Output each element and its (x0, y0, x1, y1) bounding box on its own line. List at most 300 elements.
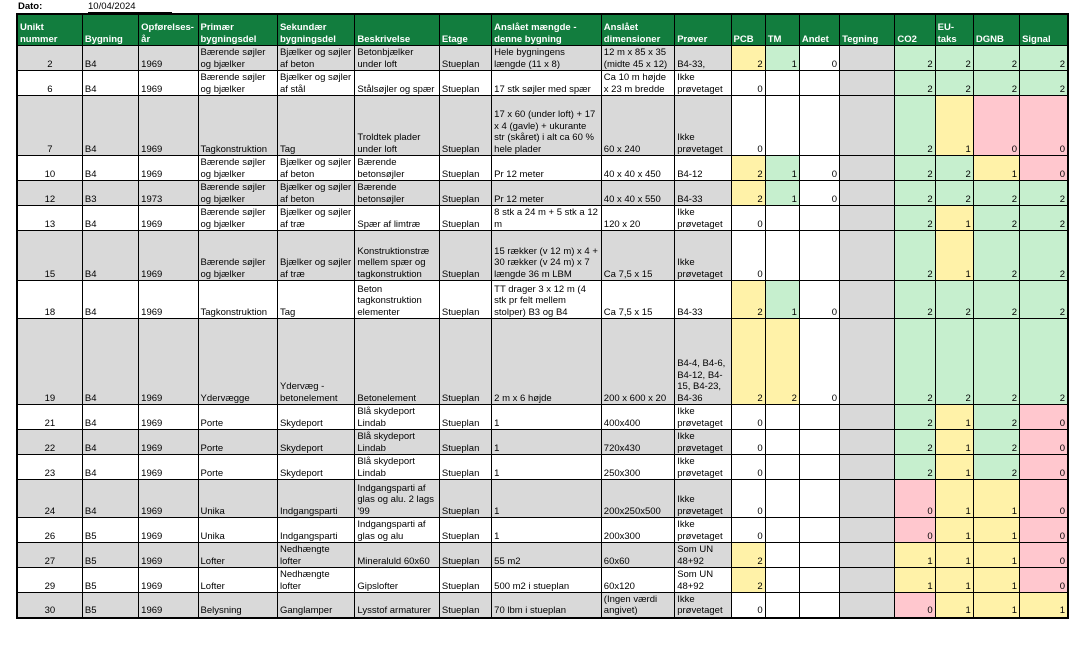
cell-pcb[interactable]: 0 (731, 206, 765, 231)
cell-pcb[interactable]: 2 (731, 543, 765, 568)
cell-etage[interactable]: Stueplan (439, 543, 491, 568)
cell-beskrivelse[interactable]: Stålsøjler og spær (355, 71, 439, 96)
cell-tegning[interactable] (840, 46, 895, 71)
cell-dimensioner[interactable]: 12 m x 85 x 35 (midte 45 x 12) (601, 46, 674, 71)
cell-eu-taks[interactable]: 1 (935, 543, 973, 568)
cell-etage[interactable]: Stueplan (439, 593, 491, 618)
cell-primaer[interactable]: Porte (198, 405, 277, 430)
cell-tegning[interactable] (840, 593, 895, 618)
cell-sekundaer[interactable]: Nedhængte lofter (277, 543, 354, 568)
cell-tm[interactable] (765, 231, 799, 281)
cell-eu-taks[interactable]: 1 (935, 430, 973, 455)
cell-sekundaer[interactable]: Indgangsparti (277, 480, 354, 518)
cell-opfoerelsesaar[interactable]: 1969 (139, 96, 198, 156)
cell-signal[interactable]: 0 (1020, 568, 1068, 593)
cell-pcb[interactable]: 0 (731, 430, 765, 455)
col-header-tegning[interactable]: Tegning (840, 14, 895, 46)
cell-bygning[interactable]: B4 (82, 405, 138, 430)
col-header-maengde[interactable]: Anslået mængde - denne bygning (492, 14, 602, 46)
cell-maengde[interactable]: 8 stk a 24 m + 5 stk a 12 m (492, 206, 602, 231)
cell-andet[interactable] (799, 543, 839, 568)
cell-andet[interactable] (799, 405, 839, 430)
cell-dgnb[interactable]: 1 (973, 568, 1019, 593)
cell-beskrivelse[interactable]: Blå skydeport Lindab (355, 405, 439, 430)
cell-maengde[interactable]: 15 rækker (v 12 m) x 4 + 30 rækker (v 24 m) x 7 længde 36 m LBM (492, 231, 602, 281)
cell-andet[interactable]: 0 (799, 281, 839, 319)
cell-co2[interactable]: 0 (895, 480, 935, 518)
cell-primaer[interactable]: Porte (198, 455, 277, 480)
cell-beskrivelse[interactable]: Blå skydeport Lindab (355, 455, 439, 480)
cell-primaer[interactable]: Belysning (198, 593, 277, 618)
cell-eu-taks[interactable]: 1 (935, 231, 973, 281)
cell-dimensioner[interactable]: 400x400 (601, 405, 674, 430)
cell-co2[interactable]: 2 (895, 156, 935, 181)
cell-etage[interactable]: Stueplan (439, 319, 491, 405)
cell-primaer[interactable]: Bærende søjler og bjælker (198, 46, 277, 71)
cell-tm[interactable] (765, 518, 799, 543)
cell-primaer[interactable]: Tagkonstruktion (198, 281, 277, 319)
cell-beskrivelse[interactable]: Spær af limtræ (355, 206, 439, 231)
cell-unikt-nummer[interactable]: 23 (17, 455, 82, 480)
cell-etage[interactable]: Stueplan (439, 430, 491, 455)
cell-beskrivelse[interactable]: Troldtek plader under loft (355, 96, 439, 156)
cell-eu-taks[interactable]: 1 (935, 480, 973, 518)
cell-andet[interactable]: 0 (799, 46, 839, 71)
cell-co2[interactable]: 2 (895, 455, 935, 480)
cell-sekundaer[interactable]: Bjælker og søjler af træ (277, 206, 354, 231)
cell-opfoerelsesaar[interactable]: 1969 (139, 518, 198, 543)
cell-tm[interactable]: 1 (765, 281, 799, 319)
cell-dgnb[interactable]: 1 (973, 518, 1019, 543)
cell-dgnb[interactable]: 2 (973, 405, 1019, 430)
cell-tm[interactable] (765, 568, 799, 593)
cell-maengde[interactable]: 1 (492, 480, 602, 518)
cell-maengde[interactable]: TT drager 3 x 12 m (4 stk pr felt mellem stolper) B3 og B4 (492, 281, 602, 319)
cell-dgnb[interactable]: 2 (973, 455, 1019, 480)
cell-sekundaer[interactable]: Bjælker og søjler af træ (277, 231, 354, 281)
cell-dgnb[interactable]: 2 (973, 430, 1019, 455)
cell-tegning[interactable] (840, 430, 895, 455)
cell-co2[interactable]: 2 (895, 231, 935, 281)
cell-sekundaer[interactable]: Skydeport (277, 455, 354, 480)
col-header-bygning[interactable]: Bygning (82, 14, 138, 46)
cell-co2[interactable]: 0 (895, 593, 935, 618)
col-header-andet[interactable]: Andet (799, 14, 839, 46)
cell-etage[interactable]: Stueplan (439, 405, 491, 430)
cell-pcb[interactable]: 0 (731, 71, 765, 96)
cell-proever[interactable]: Ikke prøvetaget (675, 231, 731, 281)
col-header-co2[interactable]: CO2 (895, 14, 935, 46)
cell-beskrivelse[interactable]: Lysstof armaturer (355, 593, 439, 618)
cell-proever[interactable]: Ikke prøvetaget (675, 405, 731, 430)
cell-tegning[interactable] (840, 480, 895, 518)
cell-dimensioner[interactable]: Ca 7,5 x 15 (601, 231, 674, 281)
cell-dgnb[interactable]: 2 (973, 319, 1019, 405)
col-header-unikt-nummer[interactable]: Unikt nummer (17, 14, 82, 46)
cell-proever[interactable]: B4-4, B4-6, B4-12, B4-15, B4-23, B4-36 (675, 319, 731, 405)
cell-pcb[interactable]: 2 (731, 181, 765, 206)
cell-signal[interactable]: 0 (1020, 455, 1068, 480)
cell-primaer[interactable]: Ydervægge (198, 319, 277, 405)
cell-signal[interactable]: 2 (1020, 46, 1068, 71)
cell-tm[interactable] (765, 405, 799, 430)
col-header-eu-taks[interactable]: EU-taks (935, 14, 973, 46)
cell-pcb[interactable]: 0 (731, 405, 765, 430)
cell-signal[interactable]: 0 (1020, 430, 1068, 455)
cell-opfoerelsesaar[interactable]: 1969 (139, 71, 198, 96)
cell-dgnb[interactable]: 1 (973, 593, 1019, 618)
cell-proever[interactable]: Ikke prøvetaget (675, 206, 731, 231)
cell-primaer[interactable]: Bærende søjler og bjælker (198, 206, 277, 231)
cell-bygning[interactable]: B4 (82, 430, 138, 455)
cell-etage[interactable]: Stueplan (439, 156, 491, 181)
col-header-dimensioner[interactable]: Anslået dimensioner (601, 14, 674, 46)
cell-primaer[interactable]: Unika (198, 518, 277, 543)
cell-signal[interactable]: 0 (1020, 96, 1068, 156)
cell-tegning[interactable] (840, 156, 895, 181)
cell-maengde[interactable]: 1 (492, 430, 602, 455)
cell-tegning[interactable] (840, 518, 895, 543)
cell-etage[interactable]: Stueplan (439, 231, 491, 281)
cell-proever[interactable]: B4-33, (675, 46, 731, 71)
cell-eu-taks[interactable]: 1 (935, 593, 973, 618)
cell-eu-taks[interactable]: 1 (935, 518, 973, 543)
cell-dimensioner[interactable]: 40 x 40 x 450 (601, 156, 674, 181)
cell-tegning[interactable] (840, 319, 895, 405)
cell-opfoerelsesaar[interactable]: 1969 (139, 405, 198, 430)
cell-eu-taks[interactable]: 1 (935, 568, 973, 593)
cell-dgnb[interactable]: 2 (973, 71, 1019, 96)
cell-bygning[interactable]: B4 (82, 480, 138, 518)
cell-proever[interactable]: B4-33 (675, 281, 731, 319)
cell-etage[interactable]: Stueplan (439, 71, 491, 96)
cell-sekundaer[interactable]: Skydeport (277, 430, 354, 455)
cell-dimensioner[interactable]: (Ingen værdi angivet) (601, 593, 674, 618)
cell-opfoerelsesaar[interactable]: 1969 (139, 281, 198, 319)
cell-unikt-nummer[interactable]: 27 (17, 543, 82, 568)
cell-beskrivelse[interactable]: Gipslofter (355, 568, 439, 593)
cell-unikt-nummer[interactable]: 7 (17, 96, 82, 156)
cell-proever[interactable]: B4-12 (675, 156, 731, 181)
cell-opfoerelsesaar[interactable]: 1969 (139, 430, 198, 455)
cell-bygning[interactable]: B5 (82, 593, 138, 618)
col-header-pcb[interactable]: PCB (731, 14, 765, 46)
cell-proever[interactable]: Ikke prøvetaget (675, 430, 731, 455)
cell-etage[interactable]: Stueplan (439, 181, 491, 206)
cell-co2[interactable]: 2 (895, 46, 935, 71)
cell-maengde[interactable]: 70 lbm i stueplan (492, 593, 602, 618)
cell-tegning[interactable] (840, 206, 895, 231)
cell-etage[interactable]: Stueplan (439, 568, 491, 593)
cell-eu-taks[interactable]: 1 (935, 455, 973, 480)
cell-tegning[interactable] (840, 181, 895, 206)
cell-pcb[interactable]: 2 (731, 46, 765, 71)
cell-dimensioner[interactable]: 200x300 (601, 518, 674, 543)
cell-eu-taks[interactable]: 2 (935, 319, 973, 405)
cell-dimensioner[interactable]: 60 x 240 (601, 96, 674, 156)
cell-dgnb[interactable]: 2 (973, 206, 1019, 231)
cell-pcb[interactable]: 2 (731, 281, 765, 319)
cell-sekundaer[interactable]: Bjælker og søjler af beton (277, 181, 354, 206)
cell-sekundaer[interactable]: Tag (277, 281, 354, 319)
cell-co2[interactable]: 2 (895, 430, 935, 455)
cell-signal[interactable]: 0 (1020, 405, 1068, 430)
cell-andet[interactable] (799, 71, 839, 96)
cell-eu-taks[interactable]: 1 (935, 96, 973, 156)
cell-proever[interactable]: Som UN 48+92 (675, 543, 731, 568)
cell-etage[interactable]: Stueplan (439, 455, 491, 480)
cell-bygning[interactable]: B4 (82, 231, 138, 281)
cell-bygning[interactable]: B4 (82, 156, 138, 181)
cell-etage[interactable]: Stueplan (439, 518, 491, 543)
cell-bygning[interactable]: B4 (82, 281, 138, 319)
cell-pcb[interactable]: 2 (731, 319, 765, 405)
cell-dimensioner[interactable]: 60x120 (601, 568, 674, 593)
cell-signal[interactable]: 0 (1020, 518, 1068, 543)
cell-andet[interactable] (799, 206, 839, 231)
cell-maengde[interactable]: 1 (492, 518, 602, 543)
cell-unikt-nummer[interactable]: 19 (17, 319, 82, 405)
cell-eu-taks[interactable]: 2 (935, 156, 973, 181)
cell-tm[interactable]: 1 (765, 156, 799, 181)
cell-eu-taks[interactable]: 2 (935, 46, 973, 71)
cell-dgnb[interactable]: 1 (973, 156, 1019, 181)
cell-tegning[interactable] (840, 543, 895, 568)
cell-tegning[interactable] (840, 71, 895, 96)
cell-primaer[interactable]: Porte (198, 430, 277, 455)
cell-unikt-nummer[interactable]: 26 (17, 518, 82, 543)
cell-primaer[interactable]: Bærende søjler og bjælker (198, 156, 277, 181)
cell-proever[interactable]: Ikke prøvetaget (675, 455, 731, 480)
cell-proever[interactable]: Ikke prøvetaget (675, 593, 731, 618)
cell-andet[interactable]: 0 (799, 156, 839, 181)
cell-opfoerelsesaar[interactable]: 1969 (139, 455, 198, 480)
cell-opfoerelsesaar[interactable]: 1973 (139, 181, 198, 206)
cell-bygning[interactable]: B4 (82, 46, 138, 71)
cell-signal[interactable]: 2 (1020, 281, 1068, 319)
cell-beskrivelse[interactable]: Beton tagkonstruktion elementer (355, 281, 439, 319)
cell-andet[interactable] (799, 593, 839, 618)
cell-dimensioner[interactable]: 120 x 20 (601, 206, 674, 231)
cell-primaer[interactable]: Unika (198, 480, 277, 518)
cell-bygning[interactable]: B4 (82, 455, 138, 480)
cell-eu-taks[interactable]: 2 (935, 181, 973, 206)
cell-opfoerelsesaar[interactable]: 1969 (139, 480, 198, 518)
col-header-sekundaer[interactable]: Sekundær bygningsdel (277, 14, 354, 46)
cell-beskrivelse[interactable]: Betonelement (355, 319, 439, 405)
cell-pcb[interactable]: 0 (731, 96, 765, 156)
cell-opfoerelsesaar[interactable]: 1969 (139, 231, 198, 281)
cell-bygning[interactable]: B4 (82, 96, 138, 156)
cell-unikt-nummer[interactable]: 18 (17, 281, 82, 319)
cell-opfoerelsesaar[interactable]: 1969 (139, 206, 198, 231)
cell-tegning[interactable] (840, 568, 895, 593)
cell-maengde[interactable]: 500 m2 i stueplan (492, 568, 602, 593)
col-header-etage[interactable]: Etage (439, 14, 491, 46)
cell-primaer[interactable]: Lofter (198, 568, 277, 593)
cell-dgnb[interactable]: 1 (973, 480, 1019, 518)
cell-pcb[interactable]: 0 (731, 231, 765, 281)
cell-unikt-nummer[interactable]: 6 (17, 71, 82, 96)
cell-unikt-nummer[interactable]: 15 (17, 231, 82, 281)
cell-maengde[interactable]: 55 m2 (492, 543, 602, 568)
cell-dimensioner[interactable]: 250x300 (601, 455, 674, 480)
cell-pcb[interactable]: 2 (731, 156, 765, 181)
cell-proever[interactable]: Ikke prøvetaget (675, 480, 731, 518)
cell-eu-taks[interactable]: 1 (935, 405, 973, 430)
cell-pcb[interactable]: 0 (731, 480, 765, 518)
cell-etage[interactable]: Stueplan (439, 206, 491, 231)
cell-tm[interactable]: 1 (765, 181, 799, 206)
cell-primaer[interactable]: Bærende søjler og bjælker (198, 71, 277, 96)
cell-tegning[interactable] (840, 231, 895, 281)
cell-dgnb[interactable]: 2 (973, 46, 1019, 71)
cell-andet[interactable] (799, 480, 839, 518)
cell-andet[interactable]: 0 (799, 181, 839, 206)
cell-eu-taks[interactable]: 2 (935, 281, 973, 319)
cell-dimensioner[interactable]: Ca 7,5 x 15 (601, 281, 674, 319)
cell-andet[interactable] (799, 518, 839, 543)
cell-eu-taks[interactable]: 2 (935, 71, 973, 96)
cell-dimensioner[interactable]: Ca 10 m højde x 23 m bredde (601, 71, 674, 96)
cell-unikt-nummer[interactable]: 2 (17, 46, 82, 71)
cell-signal[interactable]: 2 (1020, 231, 1068, 281)
cell-tegning[interactable] (840, 96, 895, 156)
cell-maengde[interactable]: Pr 12 meter (492, 181, 602, 206)
cell-co2[interactable]: 2 (895, 405, 935, 430)
cell-co2[interactable]: 2 (895, 319, 935, 405)
cell-bygning[interactable]: B4 (82, 71, 138, 96)
cell-tm[interactable] (765, 71, 799, 96)
cell-andet[interactable] (799, 96, 839, 156)
cell-unikt-nummer[interactable]: 22 (17, 430, 82, 455)
cell-andet[interactable] (799, 455, 839, 480)
cell-signal[interactable]: 2 (1020, 181, 1068, 206)
cell-sekundaer[interactable]: Skydeport (277, 405, 354, 430)
cell-signal[interactable]: 2 (1020, 206, 1068, 231)
cell-pcb[interactable]: 2 (731, 568, 765, 593)
cell-unikt-nummer[interactable]: 30 (17, 593, 82, 618)
cell-proever[interactable]: Ikke prøvetaget (675, 71, 731, 96)
col-header-dgnb[interactable]: DGNB (973, 14, 1019, 46)
cell-opfoerelsesaar[interactable]: 1969 (139, 46, 198, 71)
cell-bygning[interactable]: B4 (82, 319, 138, 405)
col-header-beskrivelse[interactable]: Beskrivelse (355, 14, 439, 46)
cell-dimensioner[interactable]: 200 x 600 x 20 (601, 319, 674, 405)
cell-sekundaer[interactable]: Ganglamper (277, 593, 354, 618)
cell-tm[interactable]: 1 (765, 46, 799, 71)
cell-sekundaer[interactable]: Ydervæg - betonelement (277, 319, 354, 405)
cell-beskrivelse[interactable]: Betonbjælker under loft (355, 46, 439, 71)
cell-beskrivelse[interactable]: Bærende betonsøjler (355, 181, 439, 206)
cell-unikt-nummer[interactable]: 13 (17, 206, 82, 231)
cell-tm[interactable] (765, 543, 799, 568)
cell-tegning[interactable] (840, 455, 895, 480)
cell-tm[interactable] (765, 206, 799, 231)
cell-opfoerelsesaar[interactable]: 1969 (139, 568, 198, 593)
cell-signal[interactable]: 1 (1020, 593, 1068, 618)
cell-primaer[interactable]: Tagkonstruktion (198, 96, 277, 156)
cell-unikt-nummer[interactable]: 29 (17, 568, 82, 593)
cell-beskrivelse[interactable]: Indgangsparti af glas og alu. 2 lags '99 (355, 480, 439, 518)
cell-andet[interactable] (799, 568, 839, 593)
cell-co2[interactable]: 0 (895, 518, 935, 543)
cell-dgnb[interactable]: 1 (973, 543, 1019, 568)
cell-sekundaer[interactable]: Bjælker og søjler af stål (277, 71, 354, 96)
cell-opfoerelsesaar[interactable]: 1969 (139, 156, 198, 181)
cell-sekundaer[interactable]: Nedhængte lofter (277, 568, 354, 593)
cell-tegning[interactable] (840, 405, 895, 430)
cell-sekundaer[interactable]: Tag (277, 96, 354, 156)
cell-signal[interactable]: 2 (1020, 319, 1068, 405)
cell-primaer[interactable]: Lofter (198, 543, 277, 568)
cell-maengde[interactable]: 2 m x 6 højde (492, 319, 602, 405)
cell-unikt-nummer[interactable]: 21 (17, 405, 82, 430)
cell-co2[interactable]: 2 (895, 71, 935, 96)
cell-maengde[interactable]: 1 (492, 455, 602, 480)
col-header-primaer[interactable]: Primær bygningsdel (198, 14, 277, 46)
cell-maengde[interactable]: 17 stk søjler med spær (492, 71, 602, 96)
cell-unikt-nummer[interactable]: 12 (17, 181, 82, 206)
cell-proever[interactable]: B4-33 (675, 181, 731, 206)
cell-opfoerelsesaar[interactable]: 1969 (139, 593, 198, 618)
cell-bygning[interactable]: B5 (82, 568, 138, 593)
cell-pcb[interactable]: 0 (731, 518, 765, 543)
cell-dimensioner[interactable]: 40 x 40 x 550 (601, 181, 674, 206)
cell-dimensioner[interactable]: 200x250x500 (601, 480, 674, 518)
cell-maengde[interactable]: Hele bygningens længde (11 x 8) (492, 46, 602, 71)
cell-co2[interactable]: 2 (895, 206, 935, 231)
cell-sekundaer[interactable]: Bjælker og søjler af beton (277, 156, 354, 181)
cell-proever[interactable]: Som UN 48+92 (675, 568, 731, 593)
cell-beskrivelse[interactable]: Bærende betonsøjler (355, 156, 439, 181)
cell-primaer[interactable]: Bærende søjler og bjælker (198, 231, 277, 281)
cell-unikt-nummer[interactable]: 10 (17, 156, 82, 181)
cell-opfoerelsesaar[interactable]: 1969 (139, 319, 198, 405)
cell-tm[interactable] (765, 593, 799, 618)
cell-beskrivelse[interactable]: Mineraluld 60x60 (355, 543, 439, 568)
cell-co2[interactable]: 2 (895, 181, 935, 206)
cell-co2[interactable]: 2 (895, 281, 935, 319)
col-header-signal[interactable]: Signal (1020, 14, 1068, 46)
cell-tm[interactable] (765, 455, 799, 480)
cell-dimensioner[interactable]: 60x60 (601, 543, 674, 568)
cell-proever[interactable]: Ikke prøvetaget (675, 96, 731, 156)
cell-etage[interactable]: Stueplan (439, 281, 491, 319)
col-header-opfoerelsesaar[interactable]: Opførelses-år (139, 14, 198, 46)
cell-andet[interactable]: 0 (799, 319, 839, 405)
cell-etage[interactable]: Stueplan (439, 96, 491, 156)
cell-eu-taks[interactable]: 1 (935, 206, 973, 231)
cell-beskrivelse[interactable]: Blå skydeport Lindab (355, 430, 439, 455)
cell-beskrivelse[interactable]: Konstruktionstræ mellem spær og tagkonstruktion (355, 231, 439, 281)
cell-bygning[interactable]: B3 (82, 181, 138, 206)
cell-dgnb[interactable]: 2 (973, 181, 1019, 206)
cell-pcb[interactable]: 0 (731, 455, 765, 480)
cell-beskrivelse[interactable]: Indgangsparti af glas og alu (355, 518, 439, 543)
col-header-tm[interactable]: TM (765, 14, 799, 46)
cell-tegning[interactable] (840, 281, 895, 319)
cell-bygning[interactable]: B4 (82, 206, 138, 231)
cell-tm[interactable]: 2 (765, 319, 799, 405)
cell-co2[interactable]: 1 (895, 568, 935, 593)
cell-signal[interactable]: 0 (1020, 543, 1068, 568)
cell-tm[interactable] (765, 430, 799, 455)
cell-opfoerelsesaar[interactable]: 1969 (139, 543, 198, 568)
cell-bygning[interactable]: B5 (82, 543, 138, 568)
cell-maengde[interactable]: 17 x 60 (under loft) + 17 x 4 (gavle) + ukurante str (skåret) i alt ca 60 % hele plader (492, 96, 602, 156)
cell-signal[interactable]: 2 (1020, 71, 1068, 96)
